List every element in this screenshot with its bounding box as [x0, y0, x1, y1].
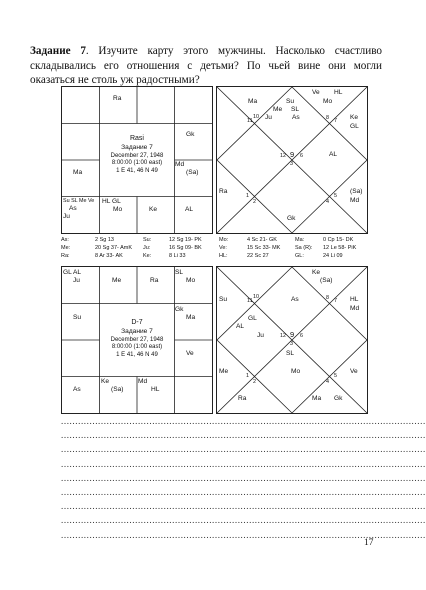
planet-label: Gk: [334, 395, 343, 402]
sign-number: 10: [253, 294, 259, 300]
planet-label: (Sa): [111, 386, 124, 393]
sign-number: 11: [247, 298, 253, 304]
table-cell: Ve:: [219, 245, 227, 251]
planet-label: Gk: [175, 306, 184, 313]
table-cell: 8 Li 33: [169, 253, 186, 259]
planet-label: Md: [350, 305, 360, 312]
chart-coords: 1 E 41, 46 N 49: [116, 351, 158, 358]
sign-number: 12: [280, 333, 286, 339]
chart-title: D-7: [131, 319, 143, 326]
planet-label: As: [291, 296, 299, 303]
planet-label: Ve: [312, 89, 320, 96]
sign-number: 7: [334, 298, 337, 304]
answer-line[interactable]: ................................................................................................................................: [61, 472, 426, 483]
table-cell: 4 Sc 21- GK: [247, 237, 277, 243]
sign-number: 2: [253, 379, 256, 385]
table-cell: Ma:: [295, 237, 305, 243]
planet-label: As: [69, 205, 77, 212]
planet-label: AL: [329, 151, 338, 158]
table-cell: Ra:: [61, 253, 70, 259]
planet-label: Mo: [186, 277, 196, 284]
sign-number: 9: [290, 330, 295, 339]
answer-line[interactable]: ................................................................................................................................: [61, 501, 426, 512]
planet-label: HL: [334, 89, 343, 96]
planet-label: Ve: [350, 368, 358, 375]
table-cell: Me:: [61, 245, 71, 251]
d7-south-chart: [61, 266, 213, 414]
sign-number: 5: [334, 193, 337, 199]
planet-label: GL: [248, 315, 257, 322]
table-cell: 15 Sc 33- MK: [247, 245, 281, 251]
planet-label: Md: [175, 161, 185, 168]
table-cell: 12 Sg 19- PK: [169, 237, 202, 243]
planet-label: (Sa): [186, 169, 199, 176]
sign-number: 1: [246, 193, 249, 199]
chart-date: December 27, 1948: [110, 152, 164, 159]
d7-north-chart: [216, 266, 368, 414]
table-cell: Su:: [143, 237, 152, 243]
planet-label: GL AL: [63, 269, 82, 276]
chart-time: 8:00:00 (1:00 east): [111, 160, 163, 167]
page-number: 17: [364, 538, 374, 548]
rasi-north-chart: [216, 86, 368, 234]
planet-label: GL: [350, 123, 359, 130]
planet-label: Ke: [350, 114, 359, 121]
sign-number: 9: [290, 150, 295, 159]
table-cell: HL:: [219, 253, 228, 259]
planet-label: Ju: [265, 114, 272, 121]
planet-label: Md: [350, 197, 360, 204]
answer-line[interactable]: ................................................................................................................................: [61, 529, 426, 540]
planet-label: SL: [291, 106, 300, 113]
chart-coords: 1 E 41, 46 N 49: [116, 167, 158, 174]
planet-label: Ra: [113, 95, 122, 102]
d7-north-grid: [217, 267, 367, 413]
planet-label: AL: [185, 206, 194, 213]
planet-label: Ke: [101, 378, 110, 385]
planet-label: AL: [236, 323, 245, 330]
table-cell: Mo:: [219, 237, 229, 243]
planet-label: Ve: [186, 350, 194, 357]
sign-number: 7: [334, 118, 337, 124]
table-row: [61, 244, 383, 252]
sign-number: 5: [334, 373, 337, 379]
planet-label: HL GL: [102, 198, 121, 205]
chart-date: December 27, 1948: [110, 336, 164, 343]
planet-label: Ju: [63, 213, 70, 220]
table-cell: 22 Sc 27: [247, 253, 269, 259]
sign-number: 10: [253, 114, 259, 120]
planet-label: (Sa): [320, 277, 333, 284]
sign-number: 2: [253, 199, 256, 205]
table-cell: 2 Sg 13: [95, 237, 114, 243]
rasi-south-chart: [61, 86, 213, 234]
sign-number: 11: [247, 118, 253, 124]
planet-label: Ra: [238, 395, 247, 402]
table-cell: 24 Li 09: [323, 253, 343, 259]
planet-label: HL: [350, 296, 359, 303]
chart-subtitle: Задание 7: [121, 328, 153, 336]
table-cell: 8 Ar 33- AK: [95, 253, 123, 259]
planet-label: Ma: [248, 98, 258, 105]
d7-center-info: [100, 319, 174, 359]
chart-title: Rasi: [129, 135, 144, 142]
table-cell: As:: [61, 237, 69, 243]
planet-label: As: [292, 114, 300, 121]
planet-label: Me: [219, 368, 229, 375]
answer-lines: [61, 414, 426, 542]
sign-number: 6: [300, 333, 303, 339]
planet-label: Ra: [219, 188, 228, 195]
task-text: . Изучите карту этого мужчины. Насколько счастливо складывались его отношения с детьми? По чьей вине они могли оказаться не столь уж радостными?: [30, 45, 383, 86]
task-label: Задание 7: [30, 45, 86, 57]
answer-line[interactable]: ................................................................................................................................: [61, 486, 426, 497]
planet-label: As: [73, 386, 81, 393]
planet-label: Me: [273, 106, 283, 113]
planet-label: Me: [112, 277, 122, 284]
planet-label: Ke: [149, 206, 158, 213]
chart-time: 8:00:00 (1:00 east): [111, 344, 163, 351]
table-cell: GL:: [295, 253, 304, 259]
planet-positions-table: [61, 236, 383, 260]
sign-number: 1: [246, 373, 249, 379]
table-cell: 20 Sg 37- AmK: [95, 245, 132, 251]
answer-line[interactable]: ................................................................................................................................: [61, 430, 426, 441]
table-cell: 0 Cp 15- DK: [323, 237, 354, 243]
answer-line[interactable]: ................................................................................................................................: [61, 444, 426, 455]
planet-label: Mo: [113, 206, 123, 213]
sign-number: 8: [326, 295, 329, 301]
answer-line[interactable]: ................................................................................................................................: [61, 416, 426, 426]
planet-label: (Sa): [350, 188, 363, 195]
planet-label: Ju: [73, 277, 80, 284]
planet-label: Gk: [186, 131, 195, 138]
sign-number: 3: [290, 161, 293, 167]
answer-line[interactable]: ................................................................................................................................: [61, 515, 426, 526]
planet-label: Ma: [312, 395, 322, 402]
task-paragraph: [30, 44, 382, 88]
rasi-center-info: [100, 135, 174, 175]
table-cell: Ju:: [143, 245, 151, 251]
chart-subtitle: Задание 7: [121, 144, 153, 152]
table-cell: Sa (R):: [295, 245, 313, 251]
planet-label: Gk: [287, 215, 296, 222]
table-cell: 12 Le 58- PiK: [323, 245, 357, 251]
sign-number: 12: [280, 153, 286, 159]
planet-label: Su: [219, 296, 228, 303]
table-row: [61, 236, 383, 244]
sign-number: 6: [300, 153, 303, 159]
planet-label: Ju: [257, 332, 264, 339]
planet-label: Su: [73, 314, 82, 321]
sign-number: 3: [290, 341, 293, 347]
planet-label: Su SL Me Ve: [63, 198, 95, 204]
planet-label: Mo: [291, 368, 301, 375]
table-row: [61, 252, 383, 260]
planet-label: SL: [286, 350, 295, 357]
planet-label: Ma: [73, 169, 83, 176]
sign-number: 4: [326, 199, 329, 205]
planet-label: Su: [286, 98, 295, 105]
planet-label: Ke: [312, 269, 321, 276]
planet-label: SL: [175, 269, 184, 276]
planet-label: Ma: [186, 314, 196, 321]
planet-label: Mo: [323, 98, 333, 105]
planet-label: Md: [138, 378, 148, 385]
sign-number: 4: [326, 379, 329, 385]
sign-number: 8: [326, 115, 329, 121]
table-cell: 16 Sg 09- BK: [169, 245, 202, 251]
table-cell: Ke:: [143, 253, 152, 259]
answer-line[interactable]: ................................................................................................................................: [61, 458, 426, 469]
planet-label: Ra: [150, 277, 159, 284]
planet-label: HL: [151, 386, 160, 393]
